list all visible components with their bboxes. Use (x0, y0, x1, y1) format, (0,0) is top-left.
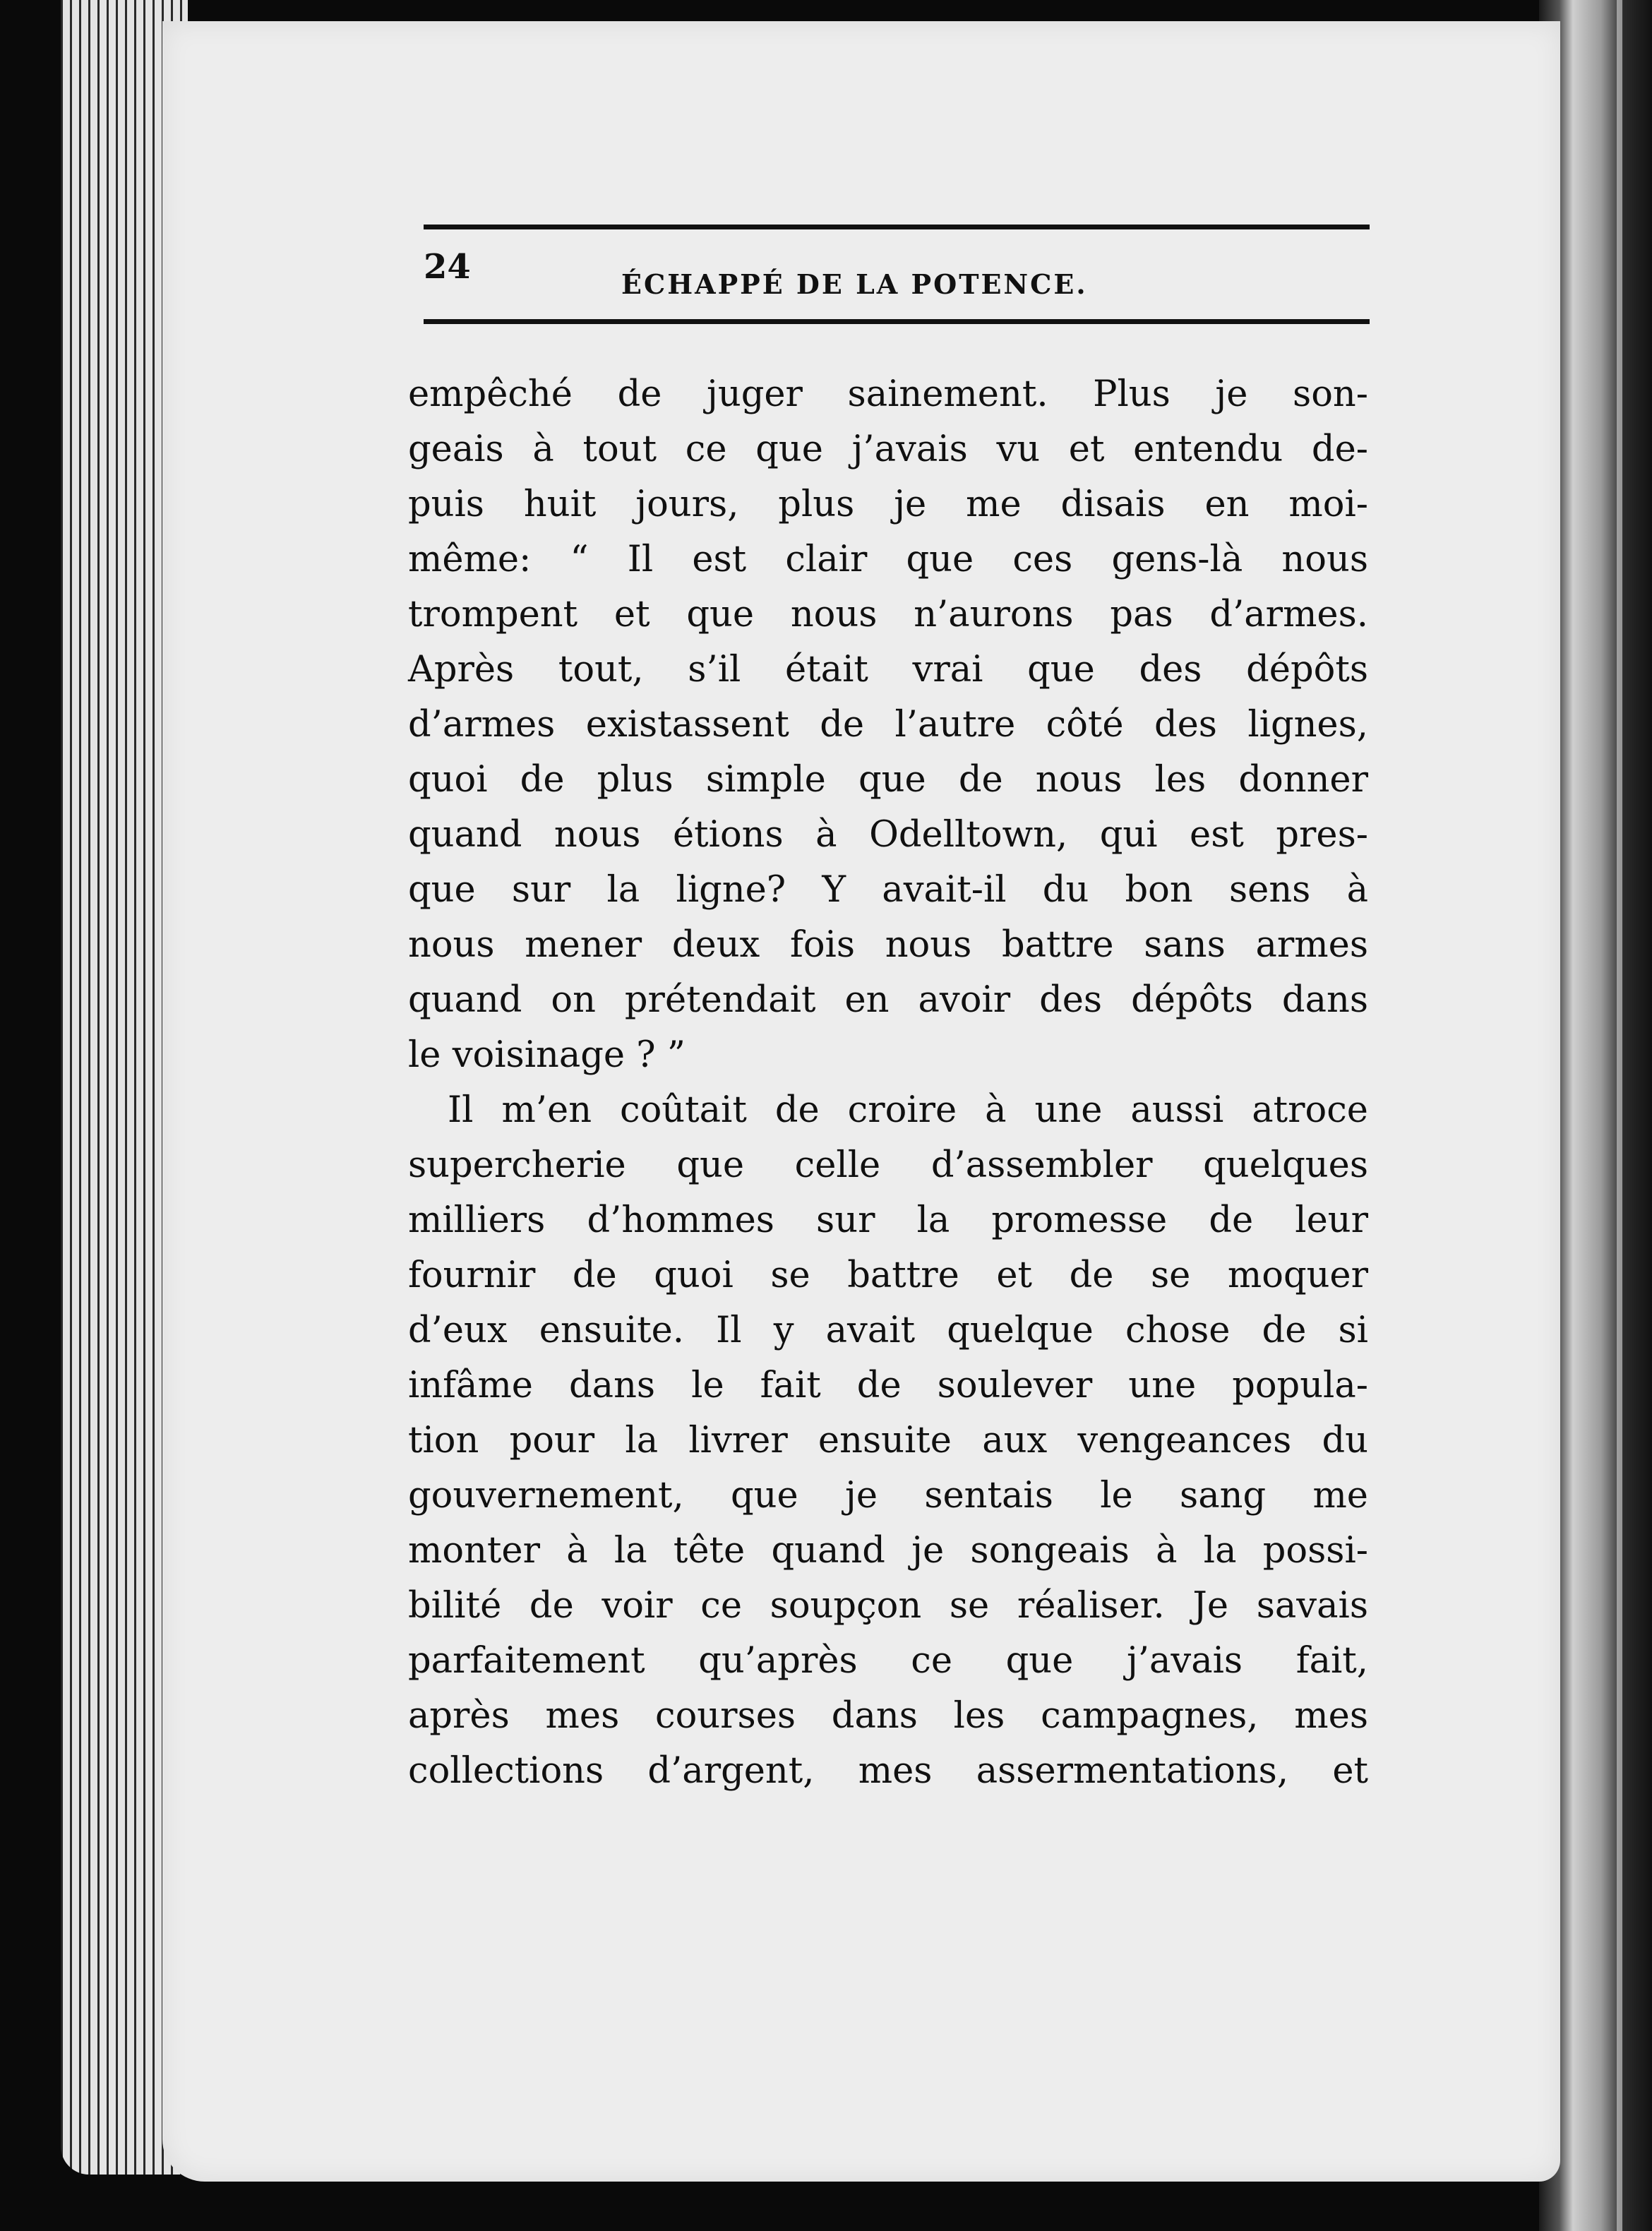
text-line: supercherie que celle d’assembler quelques (408, 1144, 1368, 1186)
text-line: empêché de juger sainement. Plus je son- (408, 373, 1368, 415)
text-line: que sur la ligne? Y avait-il du bon sens à (408, 869, 1368, 911)
text-line: trompent et que nous n’aurons pas d’armes. (408, 594, 1368, 635)
text-line: nous mener deux fois nous battre sans armes (408, 924, 1368, 966)
text-line: fournir de quoi se battre et de se moquer (408, 1255, 1368, 1296)
text-line: Il m’en coûtait de croire à une aussi atroce (448, 1089, 1368, 1131)
text-line: collections d’argent, mes assermentations, et (408, 1750, 1368, 1792)
text-line: Après tout, s’il était vrai que des dépôts (408, 649, 1368, 690)
text-line: gouvernement, que je sentais le sang me (408, 1475, 1368, 1517)
text-line: quand on prétendait en avoir des dépôts dans (408, 979, 1368, 1021)
text-line: quoi de plus simple que de nous les donner (408, 759, 1368, 801)
text-line: parfaitement qu’après ce que j’avais fait, (408, 1640, 1368, 1682)
text-line: tion pour la livrer ensuite aux vengeances du (408, 1420, 1368, 1461)
text-line: après mes courses dans les campagnes, mes (408, 1695, 1368, 1737)
text-line: bilité de voir ce soupçon se réaliser. Je savais (408, 1585, 1368, 1627)
text-line: geais à tout ce que j’avais vu et entendu de- (408, 429, 1368, 470)
text-line: milliers d’hommes sur la promesse de leur (408, 1200, 1368, 1241)
running-title: ÉCHAPPÉ DE LA POTENCE. (621, 268, 1088, 300)
text-line: monter à la tête quand je songeais à la possi- (408, 1530, 1368, 1572)
text-line: le voisinage ? ” (408, 1034, 686, 1076)
text-line: d’armes existassent de l’autre côté des lignes, (408, 704, 1368, 746)
body-text (408, 367, 1368, 1799)
text-line: d’eux ensuite. Il y avait quelque chose de si (408, 1310, 1368, 1351)
header-rule-top (424, 225, 1370, 229)
text-line: même: “ Il est clair que ces gens-là nous (408, 539, 1368, 580)
text-line: infâme dans le fait de soulever une popula- (408, 1365, 1368, 1406)
page-number: 24 (424, 247, 471, 287)
header-rule-bottom (424, 319, 1370, 324)
text-line: puis huit jours, plus je me disais en moi- (408, 484, 1368, 525)
text-line: quand nous étions à Odelltown, qui est pres- (408, 814, 1368, 856)
